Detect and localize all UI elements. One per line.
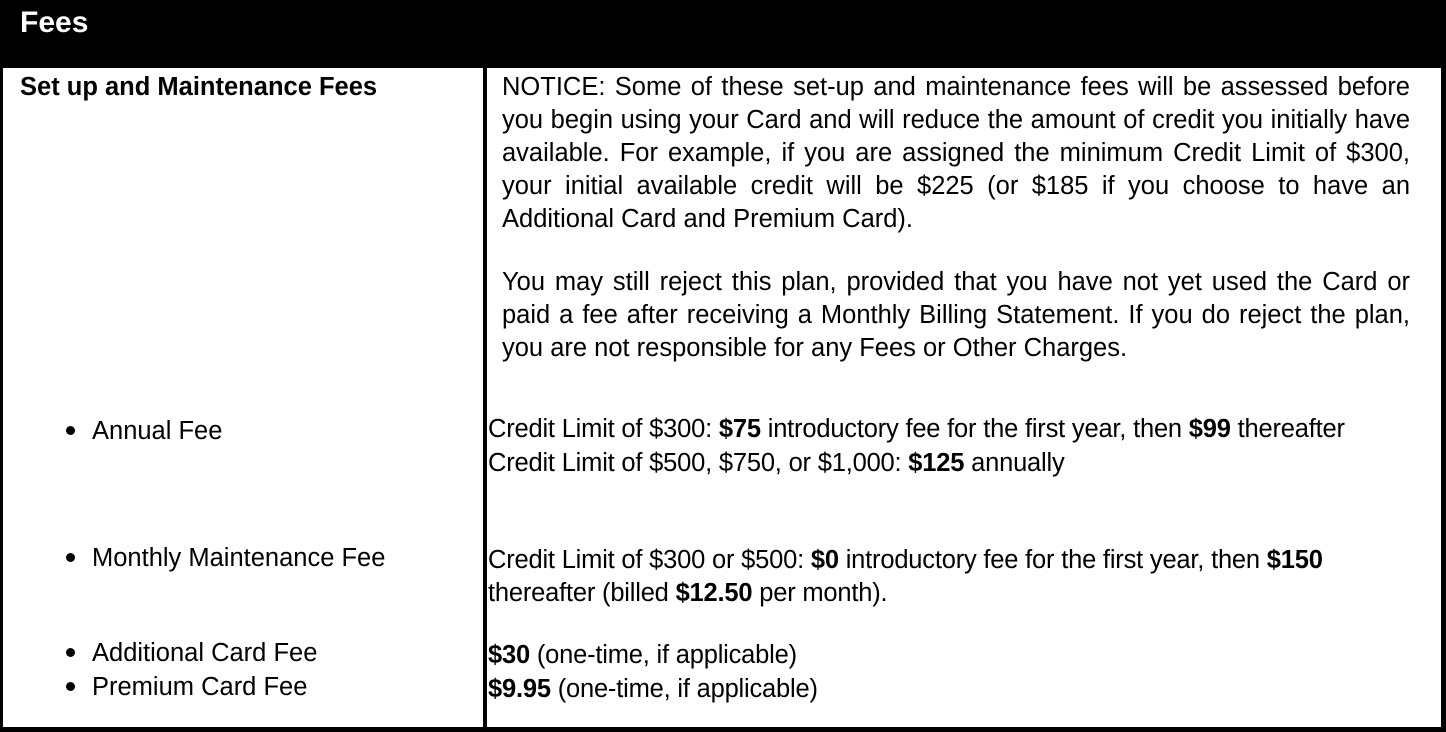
table-border-right (1441, 68, 1446, 732)
list-item-premium-card-fee (66, 671, 307, 704)
notice-paragraph-2: You may still reject this plan, provided that you have not yet used the Card or paid a fee after receiving a Monthly Billing Statement. If you do reject the plan, you are not responsible for any Fees or Other Charges. (502, 268, 1410, 362)
annual-fee-label: Annual Fee (92, 417, 223, 445)
annual-fee-line-1 (488, 413, 1345, 446)
monthly-fee-label: Monthly Maintenance Fee (92, 544, 386, 572)
table-border-bottom (0, 727, 1446, 732)
premium-card-fee-amount: $9.95 (488, 675, 551, 703)
premium-card-fee-label: Premium Card Fee (92, 673, 308, 701)
monthly-fee-amount-intro: $0 (810, 546, 839, 574)
header-title: Fees (20, 6, 89, 39)
annual-fee-text: introductory fee for the first year, then (760, 415, 1189, 443)
annual-fee-line-2 (488, 447, 1065, 480)
monthly-fee-text: per month). (752, 579, 888, 607)
list-item-monthly-fee (66, 542, 385, 575)
monthly-fee-text: introductory fee for the first year, then (838, 546, 1267, 574)
additional-card-fee-value (488, 639, 797, 672)
premium-card-fee-value (488, 673, 818, 706)
table-header (0, 0, 1446, 68)
notice-paragraph-1: NOTICE: Some of these set-up and maintenance fees will be assessed before you begin using your Card and will reduce the amount of credit you initially have available. For example, if you are assigned the minimum Credit Limit of $300, your initial available credit will be $225 (or $185 if you choose to have an Additional Card and Premium Card). (502, 73, 1410, 233)
monthly-fee-text: Credit Limit of $300 or $500: (488, 546, 811, 574)
list-item-additional-card-fee (66, 637, 317, 670)
annual-fee-amount-intro: $75 (718, 415, 761, 443)
monthly-fee-line-2 (488, 577, 887, 610)
monthly-fee-text: thereafter (billed (488, 579, 676, 607)
column-divider (483, 68, 487, 732)
monthly-fee-amount-after: $150 (1266, 546, 1323, 574)
annual-fee-text: annually (964, 449, 1065, 477)
annual-fee-text: thereafter (1230, 415, 1345, 443)
annual-fee-amount-high: $125 (908, 449, 965, 477)
annual-fee-text: Credit Limit of $500, $750, or $1,000: (488, 449, 909, 477)
additional-card-fee-note: (one-time, if applicable) (529, 641, 797, 669)
bullet-icon (66, 648, 75, 657)
annual-fee-amount-after: $99 (1188, 415, 1231, 443)
section-label: Set up and Maintenance Fees (20, 73, 378, 101)
notice-text (502, 71, 1410, 365)
additional-card-fee-label: Additional Card Fee (92, 639, 318, 667)
annual-fee-text: Credit Limit of $300: (488, 415, 719, 443)
bullet-icon (66, 553, 75, 562)
table-border-left (0, 68, 3, 732)
monthly-fee-line-1 (488, 544, 1323, 577)
list-item-annual-fee (66, 415, 222, 448)
additional-card-fee-amount: $30 (488, 641, 530, 669)
monthly-fee-amount-monthly: $12.50 (675, 579, 753, 607)
bullet-icon (66, 682, 75, 691)
bullet-icon (66, 426, 75, 435)
premium-card-fee-note: (one-time, if applicable) (550, 675, 818, 703)
